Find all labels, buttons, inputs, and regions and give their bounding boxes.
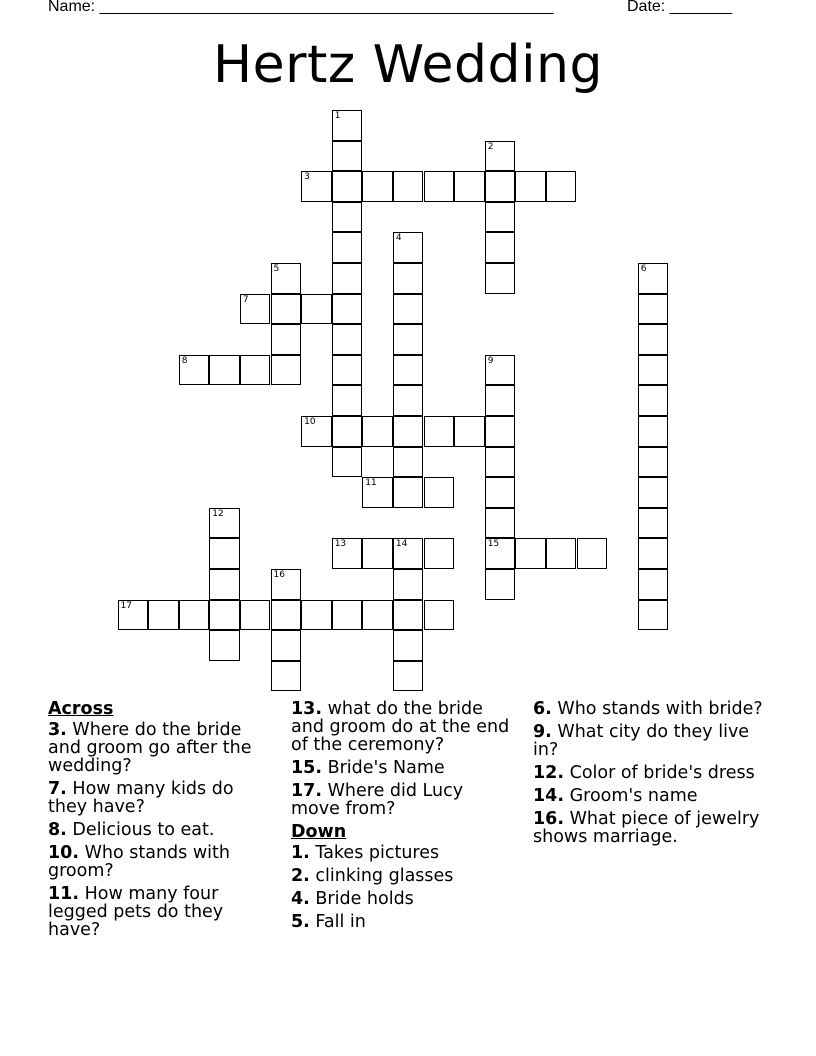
clue-down-4: 4. Bride holds	[291, 889, 414, 909]
grid-cell[interactable]	[393, 447, 424, 478]
grid-cell[interactable]	[332, 538, 363, 569]
grid-cell[interactable]	[393, 569, 424, 600]
grid-cell[interactable]	[424, 600, 455, 631]
grid-cell[interactable]	[148, 600, 179, 631]
grid-cell[interactable]	[332, 385, 363, 416]
grid-cell[interactable]	[546, 171, 577, 202]
grid-cell[interactable]	[332, 263, 363, 294]
clue-number: 4	[395, 233, 402, 244]
grid-cell[interactable]	[209, 630, 240, 661]
clue-down-14: 14. Groom's name	[533, 786, 698, 806]
clue-across-7: 7. How many kids do they have?	[48, 779, 234, 817]
grid-cell[interactable]	[332, 171, 363, 202]
grid-cell[interactable]	[454, 416, 485, 447]
grid-cell[interactable]	[638, 447, 669, 478]
grid-cell[interactable]	[332, 141, 363, 172]
grid-cell[interactable]	[271, 263, 302, 294]
clue-number: 6	[640, 264, 647, 274]
grid-cell[interactable]	[424, 416, 455, 447]
grid-cell[interactable]	[332, 232, 363, 263]
grid-cell[interactable]	[638, 263, 669, 294]
grid-cell[interactable]	[332, 110, 363, 141]
name-field-label: Name: ___________________________________________________	[48, 0, 554, 15]
grid-cell[interactable]	[393, 385, 424, 416]
clue-down-2: 2. clinking glasses	[291, 866, 454, 886]
grid-cell[interactable]	[209, 355, 240, 386]
clue-number: 7	[242, 294, 249, 305]
grid-cell[interactable]	[118, 600, 149, 631]
date-field-label: Date: _______	[627, 0, 732, 15]
grid-cell[interactable]	[485, 508, 516, 539]
grid-cell[interactable]	[301, 171, 332, 202]
clue-down-16: 16. What piece of jewelry shows marriage.	[533, 809, 760, 847]
grid-cell[interactable]	[393, 232, 424, 263]
grid-cell[interactable]	[546, 538, 577, 569]
clue-down-9: 9. What city do they live in?	[533, 722, 750, 760]
grid-cell[interactable]	[393, 416, 424, 447]
grid-cell[interactable]	[638, 416, 669, 447]
clue-number: 16	[273, 570, 285, 580]
grid-cell[interactable]	[301, 294, 332, 325]
grid-cell[interactable]	[209, 569, 240, 600]
grid-cell[interactable]	[362, 171, 393, 202]
grid-cell[interactable]	[638, 569, 669, 600]
clue-across-15: 15. Bride's Name	[291, 758, 445, 778]
grid-cell[interactable]	[332, 600, 363, 631]
clue-number: 2	[487, 141, 494, 152]
grid-cell[interactable]	[485, 171, 516, 202]
clue-down-1: 1. Takes pictures	[291, 843, 440, 863]
grid-cell[interactable]	[271, 355, 302, 386]
clue-number: 12	[212, 508, 224, 519]
grid-cell[interactable]	[271, 324, 302, 355]
grid-cell[interactable]	[485, 385, 516, 416]
grid-cell[interactable]	[638, 477, 669, 508]
clue-across-11: 11. How many four legged pets do they have?	[48, 884, 224, 940]
puzzle-title: Hertz Wedding	[213, 35, 603, 95]
grid-cell[interactable]	[485, 355, 516, 386]
grid-cell[interactable]	[271, 630, 302, 661]
grid-cell[interactable]	[271, 569, 302, 600]
clue-number: 13	[334, 539, 347, 550]
grid-cell[interactable]	[179, 355, 210, 386]
grid-cell[interactable]	[332, 202, 363, 233]
grid-cell[interactable]	[271, 661, 302, 692]
grid-cell[interactable]	[393, 600, 424, 631]
clue-number: 8	[181, 355, 188, 366]
clue-across-17: 17. Where did Lucy move from?	[291, 781, 464, 819]
grid-cell[interactable]	[271, 600, 302, 631]
grid-cell[interactable]	[393, 294, 424, 325]
grid-cell[interactable]	[638, 324, 669, 355]
grid-cell[interactable]	[393, 355, 424, 386]
grid-cell[interactable]	[485, 202, 516, 233]
grid-cell[interactable]	[362, 600, 393, 631]
grid-cell[interactable]	[332, 324, 363, 355]
grid-cell[interactable]	[485, 141, 516, 172]
grid-cell[interactable]	[485, 538, 516, 569]
grid-cell[interactable]	[424, 171, 455, 202]
across-heading: Across	[48, 699, 114, 719]
grid-cell[interactable]	[301, 600, 332, 631]
clue-number: 9	[487, 355, 494, 366]
grid-cell[interactable]	[332, 355, 363, 386]
grid-cell[interactable]	[362, 477, 393, 508]
grid-cell[interactable]	[577, 538, 608, 569]
grid-cell[interactable]	[638, 508, 669, 539]
clue-number: 17	[120, 600, 132, 611]
clue-down-6: 6. Who stands with bride?	[533, 699, 763, 719]
clue-column-1	[48, 700, 278, 944]
clue-across-3: 3. Where do the bride and groom go after the wedding?	[48, 720, 252, 776]
grid-cell[interactable]	[332, 447, 363, 478]
clue-number: 5	[273, 264, 280, 274]
grid-cell[interactable]	[332, 416, 363, 447]
grid-cell[interactable]	[485, 477, 516, 508]
grid-cell[interactable]	[485, 447, 516, 478]
grid-cell[interactable]	[515, 538, 546, 569]
clue-across-13: 13. what do the bride and groom do at the end of the ceremony?	[291, 699, 510, 755]
grid-cell[interactable]	[209, 508, 240, 539]
grid-cell[interactable]	[638, 600, 669, 631]
grid-cell[interactable]	[362, 538, 393, 569]
clue-number: 15	[487, 539, 500, 550]
clue-number: 11	[365, 478, 377, 489]
clue-number: 1	[334, 111, 341, 121]
grid-cell[interactable]	[485, 232, 516, 263]
grid-cell[interactable]	[393, 263, 424, 294]
grid-cell[interactable]	[393, 324, 424, 355]
clue-down-5: 5. Fall in	[291, 912, 366, 932]
grid-cell[interactable]	[393, 538, 424, 569]
grid-cell[interactable]	[485, 263, 516, 294]
clue-number: 10	[304, 417, 316, 427]
grid-cell[interactable]	[638, 385, 669, 416]
grid-cell[interactable]	[209, 538, 240, 569]
grid-cell[interactable]	[179, 600, 210, 631]
grid-cell[interactable]	[271, 294, 302, 325]
grid-cell[interactable]	[240, 355, 271, 386]
grid-cell[interactable]	[240, 600, 271, 631]
grid-cell[interactable]	[638, 294, 669, 325]
grid-cell[interactable]	[362, 416, 393, 447]
grid-cell[interactable]	[424, 538, 455, 569]
grid-cell[interactable]	[485, 569, 516, 600]
clue-down-12: 12. Color of bride's dress	[533, 763, 755, 783]
clue-across-8: 8. Delicious to eat.	[48, 820, 215, 840]
clue-across-10: 10. Who stands with groom?	[48, 843, 230, 881]
clue-column-3	[533, 700, 773, 851]
clue-column-2	[291, 700, 511, 936]
grid-cell[interactable]	[393, 630, 424, 661]
grid-cell[interactable]	[393, 171, 424, 202]
clue-number: 14	[395, 539, 408, 550]
grid-cell[interactable]	[638, 355, 669, 386]
grid-cell[interactable]	[454, 171, 485, 202]
grid-cell[interactable]	[209, 600, 240, 631]
grid-cell[interactable]	[301, 416, 332, 447]
grid-cell[interactable]	[240, 294, 271, 325]
grid-cell[interactable]	[485, 416, 516, 447]
grid-cell[interactable]	[638, 538, 669, 569]
grid-cell[interactable]	[393, 477, 424, 508]
clue-number: 3	[304, 172, 310, 183]
grid-cell[interactable]	[424, 477, 455, 508]
grid-cell[interactable]	[332, 294, 363, 325]
down-heading: Down	[291, 822, 347, 842]
grid-cell[interactable]	[393, 661, 424, 692]
grid-cell[interactable]	[515, 171, 546, 202]
